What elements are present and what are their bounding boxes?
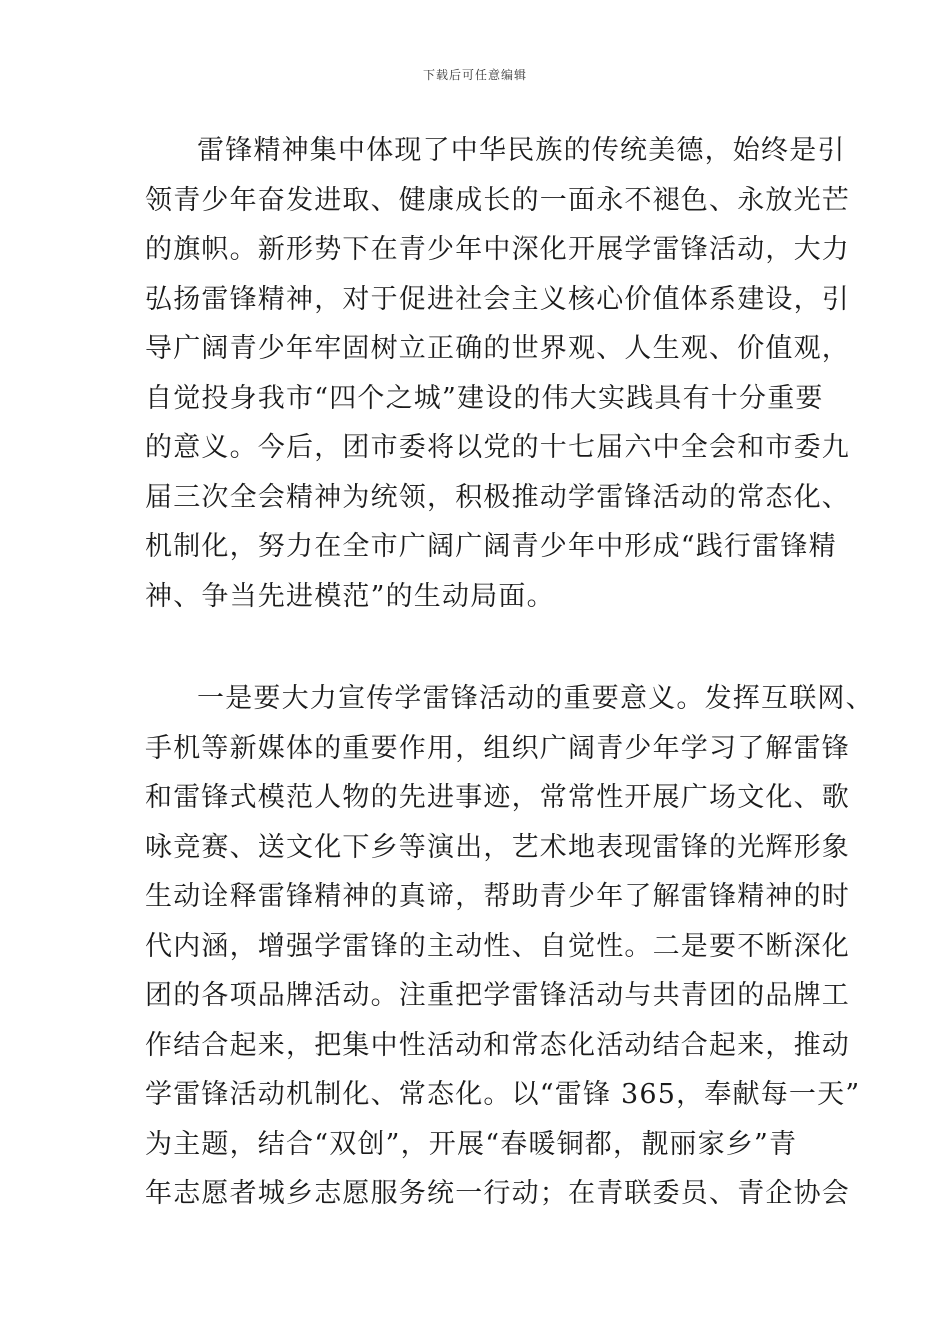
paragraph-2-line-4: 咏竞赛、送文化下乡等演出，艺术地表现雷锋的光辉形象 bbox=[145, 832, 850, 863]
paragraph-1-line-2: 领青少年奋发进取、健康成长的一面永不褪色、永放光芒 bbox=[145, 185, 850, 216]
paragraph-2-line-9: 学雷锋活动机制化、常态化。以“雷锋 365，奉献每一天” bbox=[145, 1079, 861, 1110]
paragraph-2-line-10: 为主题，结合“双创”，开展“春暖铜都，靓丽家乡”青 bbox=[145, 1129, 798, 1160]
paragraph-1-line-8: 届三次全会精神为统领，积极推动学雷锋活动的常态化、 bbox=[145, 482, 850, 513]
paragraph-1-line-3: 的旗帜。新形势下在青少年中深化开展学雷锋活动，大力 bbox=[145, 234, 850, 265]
paragraph-1-line-9: 机制化，努力在全市广阔广阔青少年中形成“践行雷锋精 bbox=[145, 531, 837, 562]
paragraph-2-line-5: 生动诠释雷锋精神的真谛，帮助青少年了解雷锋精神的时 bbox=[145, 881, 850, 912]
paragraph-1-line-7: 的意义。今后，团市委将以党的十七届六中全会和市委九 bbox=[145, 432, 850, 463]
paragraph-2-line-7: 团的各项品牌活动。注重把学雷锋活动与共青团的品牌工 bbox=[145, 980, 850, 1011]
paragraph-2-line-6: 代内涵，增强学雷锋的主动性、自觉性。二是要不断深化 bbox=[145, 931, 850, 962]
paragraph-1-line-1: 雷锋精神集中体现了中华民族的传统美德，始终是引 bbox=[197, 135, 846, 166]
paragraph-1-line-10: 神、争当先进模范”的生动局面。 bbox=[145, 581, 555, 612]
paragraph-2-line-1: 一是要大力宣传学雷锋活动的重要意义。发挥互联网、 bbox=[197, 683, 874, 714]
header-note: 下载后可任意编辑 bbox=[422, 68, 527, 82]
paragraph-1-line-5: 导广阔青少年牢固树立正确的世界观、人生观、价值观， bbox=[145, 333, 850, 364]
paragraph-1-line-6: 自觉投身我市“四个之城”建设的伟大实践具有十分重要 bbox=[145, 383, 824, 414]
paragraph-1-line-4: 弘扬雷锋精神，对于促进社会主义核心价值体系建设，引 bbox=[145, 284, 850, 315]
paragraph-2-line-3: 和雷锋式模范人物的先进事迹，常常性开展广场文化、歌 bbox=[145, 782, 850, 813]
paragraph-2-line-8: 作结合起来，把集中性活动和常态化活动结合起来，推动 bbox=[145, 1030, 850, 1061]
paragraph-2-line-11: 年志愿者城乡志愿服务统一行动；在青联委员、青企协会 bbox=[145, 1178, 850, 1209]
paragraph-2-line-2: 手机等新媒体的重要作用，组织广阔青少年学习了解雷锋 bbox=[145, 733, 850, 764]
